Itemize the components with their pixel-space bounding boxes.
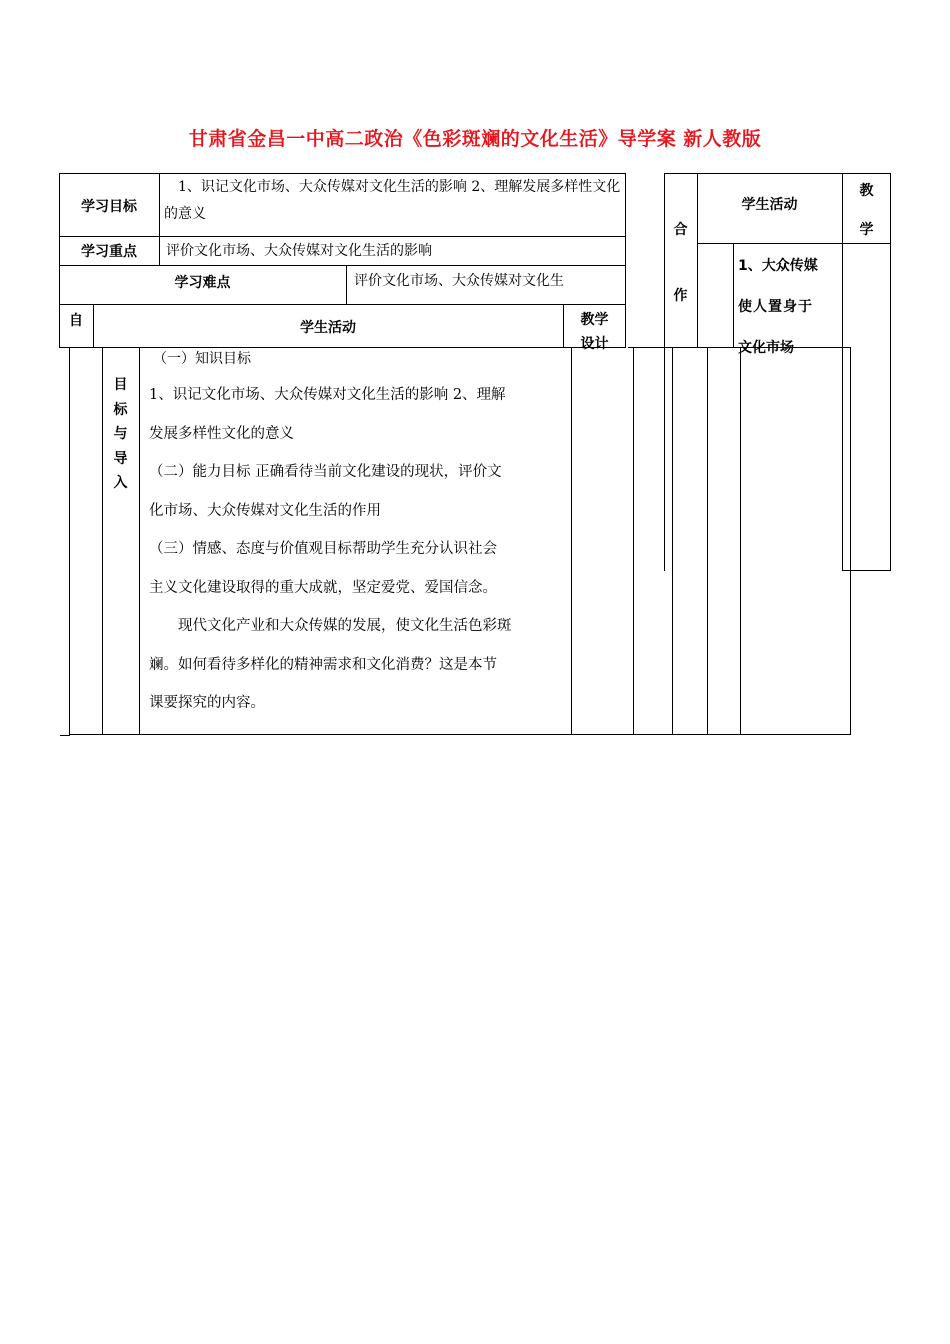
goal-and-intro-char: 导 xyxy=(113,450,128,467)
row-divider xyxy=(842,243,891,244)
body-line: （三）情感、态度与价值观目标帮助学生充分认识社会 xyxy=(149,541,497,557)
col-divider xyxy=(571,347,572,735)
col-divider xyxy=(733,243,734,348)
self-study-label: 自 xyxy=(69,313,83,329)
body-line: 1、识记文化市场、大众传媒对文化生活的影响 2、理解 xyxy=(149,387,506,403)
goal-and-intro-label xyxy=(102,373,139,496)
col-divider xyxy=(139,347,140,735)
col-divider xyxy=(672,347,673,735)
col-divider xyxy=(346,265,347,304)
difficulty-label: 学习难点 xyxy=(174,275,231,291)
body-line: 现代文化产业和大众传媒的发展，使文化生活色彩斑 xyxy=(149,618,512,634)
body-line: 化市场、大众传媒对文化生活的作用 xyxy=(149,502,381,519)
document-title: 甘肃省金昌一中高二政治《色彩斑斓的文化生活》导学案 新人教版 xyxy=(188,128,762,150)
cooperation-char-1: 合 xyxy=(673,222,688,238)
col-divider xyxy=(633,347,634,735)
row-divider xyxy=(697,243,842,244)
col-divider xyxy=(159,173,160,265)
col-divider xyxy=(707,347,708,735)
teaching-design-header xyxy=(563,308,626,352)
knowledge-goal-heading: （一）知识目标 xyxy=(153,351,251,367)
body-line: 斓。如何看待多样化的精神需求和文化消费？这是本节 xyxy=(149,656,497,673)
teaching-char-2: 学 xyxy=(859,222,874,238)
learning-goal-text: 1、识记文化市场、大众传媒对文化生活的影响 2、理解发展多样性文化的意义 xyxy=(164,179,621,222)
body-line: 课要探究的内容。 xyxy=(149,695,265,711)
col-divider xyxy=(740,347,741,735)
student-activity-header: 学生活动 xyxy=(300,320,356,336)
learning-goal-label: 学习目标 xyxy=(81,199,137,215)
goal-and-intro-char: 与 xyxy=(113,426,128,442)
mass-media-line-3: 文化市场 xyxy=(738,340,794,356)
difficulty-text: 评价文化市场、大众传媒对文化生 xyxy=(354,273,564,289)
key-point-label: 学习重点 xyxy=(81,244,137,260)
right-student-activity-header: 学生活动 xyxy=(741,197,798,213)
teaching-char-1: 教 xyxy=(859,183,874,199)
mass-media-note xyxy=(738,246,840,356)
table-edge-mark xyxy=(60,735,70,736)
row-divider xyxy=(59,304,626,305)
body-line: 主义文化建设取得的重大成就，坚定爱党、爱国信念。 xyxy=(149,579,497,596)
key-point-text: 评价文化市场、大众传媒对文化生活的影响 xyxy=(166,243,432,259)
body-line: 发展多样性文化的意义 xyxy=(149,425,294,442)
mass-media-line-1: 1、大众传媒 xyxy=(738,258,818,274)
cooperation-char-2: 作 xyxy=(673,288,688,304)
goal-and-intro-char: 标 xyxy=(113,401,128,418)
row-divider xyxy=(59,236,626,237)
body-line: （二）能力目标 正确看待当前文化建设的现状，评价文 xyxy=(149,464,502,480)
goal-and-intro-char: 入 xyxy=(113,475,128,491)
main-body-text xyxy=(149,376,569,723)
teaching-design-label: 教学设计 xyxy=(580,312,609,352)
mass-media-line-2: 使人置身于 xyxy=(738,299,813,315)
row-divider xyxy=(59,265,626,266)
goal-and-intro-char: 目 xyxy=(113,377,128,393)
